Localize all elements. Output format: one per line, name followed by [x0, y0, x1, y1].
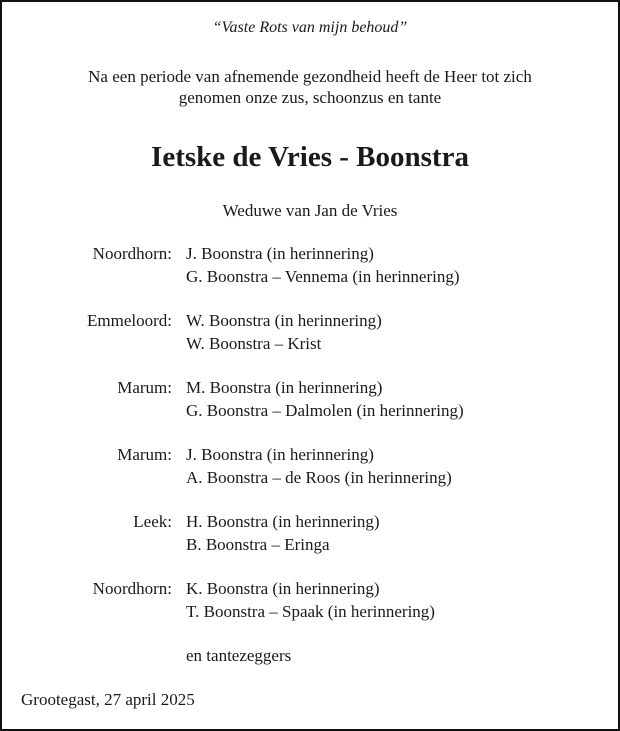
family-group: [2, 309, 618, 376]
family-place: Marum:: [117, 378, 172, 397]
family-group: [2, 510, 618, 577]
intro-line-2: genomen onze zus, schoonzus en tante: [178, 88, 442, 107]
family-place: Emmeloord:: [87, 311, 172, 330]
family-place: Leek:: [133, 512, 172, 531]
closing-text: en tantezeggers: [186, 646, 292, 665]
family-member: H. Boonstra (in herinnering): [186, 512, 380, 531]
intro-line-1: Na een periode van afnemende gezondheid heeft de Heer tot zich: [88, 67, 532, 86]
family-members: [186, 376, 464, 422]
deceased-name: Ietske de Vries - Boonstra: [151, 141, 469, 173]
motto: “Vaste Rots van mijn behoud”: [212, 19, 408, 36]
family-member: B. Boonstra – Eringa: [186, 535, 330, 554]
family-members: [186, 443, 452, 489]
family-member: G. Boonstra – Vennema (in herinnering): [186, 267, 460, 286]
family-member: J. Boonstra (in herinnering): [186, 445, 374, 464]
family-members: [186, 577, 435, 623]
family-group: [2, 577, 618, 644]
place-date: Grootegast, 27 april 2025: [21, 690, 195, 709]
family-member: A. Boonstra – de Roos (in herinnering): [186, 468, 452, 487]
family-group: [2, 242, 618, 309]
family-place: Marum:: [117, 445, 172, 464]
family-member: J. Boonstra (in herinnering): [186, 244, 374, 263]
family-members: [186, 510, 380, 556]
intro-text: [2, 66, 618, 108]
family-group: [2, 443, 618, 510]
family-member: W. Boonstra (in herinnering): [186, 311, 382, 330]
family-member: G. Boonstra – Dalmolen (in herinnering): [186, 401, 464, 420]
family-members: [186, 242, 460, 288]
family-members: [186, 309, 382, 355]
family-member: T. Boonstra – Spaak (in herinnering): [186, 602, 435, 621]
family-group: [2, 376, 618, 443]
family-member: W. Boonstra – Krist: [186, 334, 322, 353]
family-place: Noordhorn:: [92, 244, 172, 263]
family-member: M. Boonstra (in herinnering): [186, 378, 383, 397]
family-place: Noordhorn:: [92, 579, 172, 598]
family-list: [2, 242, 618, 644]
widow-of: Weduwe van Jan de Vries: [222, 201, 398, 220]
family-member: K. Boonstra (in herinnering): [186, 579, 380, 598]
